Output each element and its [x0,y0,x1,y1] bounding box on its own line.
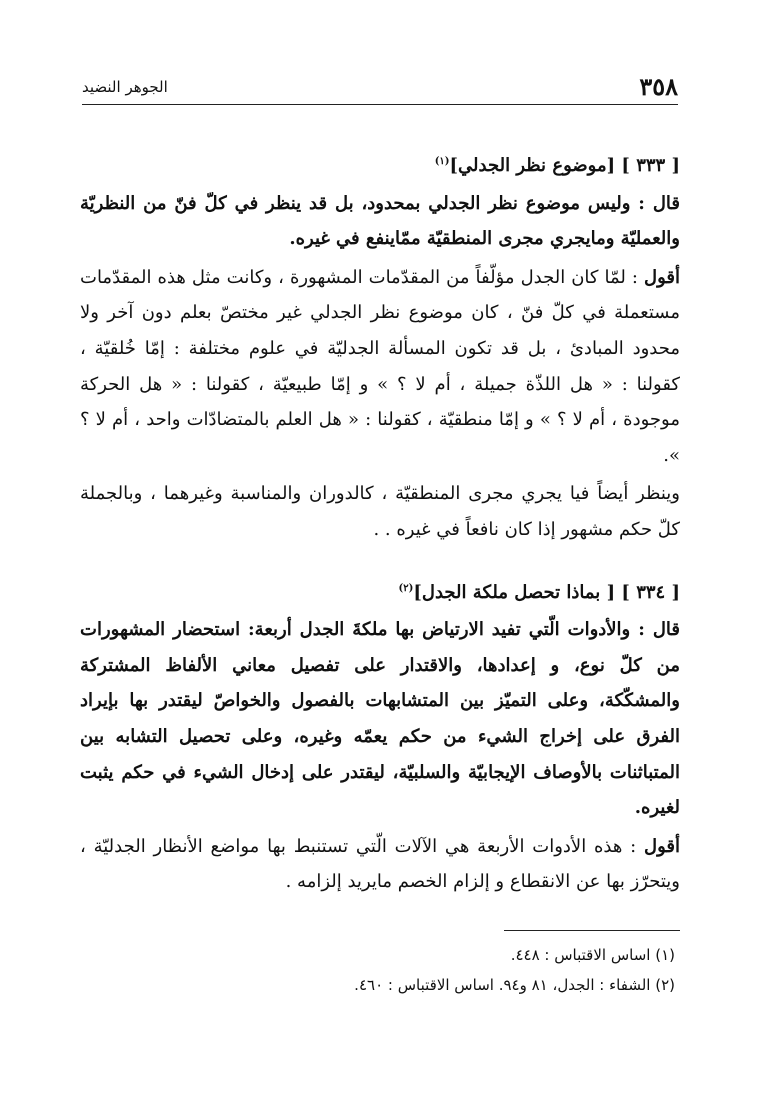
section-heading [80,148,680,184]
aqul-label: أقول [644,835,680,857]
qala-text: : وليس موضوع نظر الجدلي بمحدود، بل قد ينظر في كلّ فنّ من النظريّة والعمليّة ومايجري مجرى المنطقيّة ممّاينفع في غيره. [80,192,680,250]
aqul-paragraph [80,260,680,474]
section-heading [80,575,680,611]
footnote: (٢) الشفاء : الجدل، ٨١ و٩٤. اساس الاقتباس : ٤٦٠. [354,976,675,994]
section-title: [ بماذا تحصل ملكة الجدل] [413,581,616,603]
page-content [80,148,680,900]
page-header [82,70,678,105]
aqul-paragraph [80,829,680,900]
footnote-divider [504,930,680,931]
qala-text: : والأدوات الّتي تفيد الارتياض بها ملكةَ الجدل أربعة: استحضار المشهورات من كلّ نوع، و إعدادها، والاقتدار على تفصيل معاني الألفاظ المشتركة والمشكّكة، وعلى التميّز بين المتشابهات بالفصول والخواصّ ليقتدر بها بإيراد الفرق على إخراج الشيء من حكم يعمّه وغيره، وعلى تحصيل التشابه بين المتباثنات بالأوصاف الإيجابيّة والسلبيّة، ليقتدر على إدخال الشيء في حكم يثبت لغيره. [80,619,680,819]
commentary-paragraph: وينظر أيضاً فيا يجري مجرى المنطقيّة ، كالدوران والمناسبة وغيرهما ، وبالجملة كلّ حكم مشهور إذا كان نافعاً في غيره . . [80,483,680,540]
section-number: [ ٣٣٤ ] [621,581,680,603]
footnote-reference[interactable]: (١) [434,156,450,167]
page-number: ٣٥٨ [639,72,678,101]
footnote-reference[interactable]: (٢) [398,582,414,594]
book-title: الجوهر النضيد [82,78,168,96]
section-number: [ ٣٣٣ ] [621,155,680,176]
section-title: [موضوع نظر الجدلي] [449,155,616,176]
footnote: (١) اساس الاقتباس : ٤٤٨. [510,946,675,964]
qala-paragraph [80,186,680,257]
aqul-text: : لمّا كان الجدل مؤلّفاً من المقدّمات المشهورة ، وكانت مثل هذه المقدّمات مستعملة في كلّ فنّ ، كان موضوع نظر الجدلي غير مختصّ بعلم دون آخر ولا محدود المبادئ ، بل قد تكون المسألة الجدليّة في علوم مختلفة : إمّا خُلقيّة ، كقولنا : « هل اللذّة جميلة ، أم لا ؟ » و إمّا طبيعيّة ، كقولنا : « هل الحركة موجودة ، أم لا ؟ » و إمّا منطقيّة ، كقولنا : « هل العلم بالمتضادّات واحد ، أم لا ؟ ». [80,266,680,466]
qala-label: قال [652,619,680,641]
footnotes [80,940,675,1000]
aqul-label: أقول [644,266,680,288]
aqul-text: : هذه الأدوات الأربعة هي الآلات الّتي تستنبط بها مواضع الأنظار الجدليّة ، ويتحرّز بها عن الانقطاع و إلزام الخصم مايريد إلزامه . [80,835,680,893]
qala-paragraph [80,612,680,826]
qala-label: قال [652,192,680,214]
